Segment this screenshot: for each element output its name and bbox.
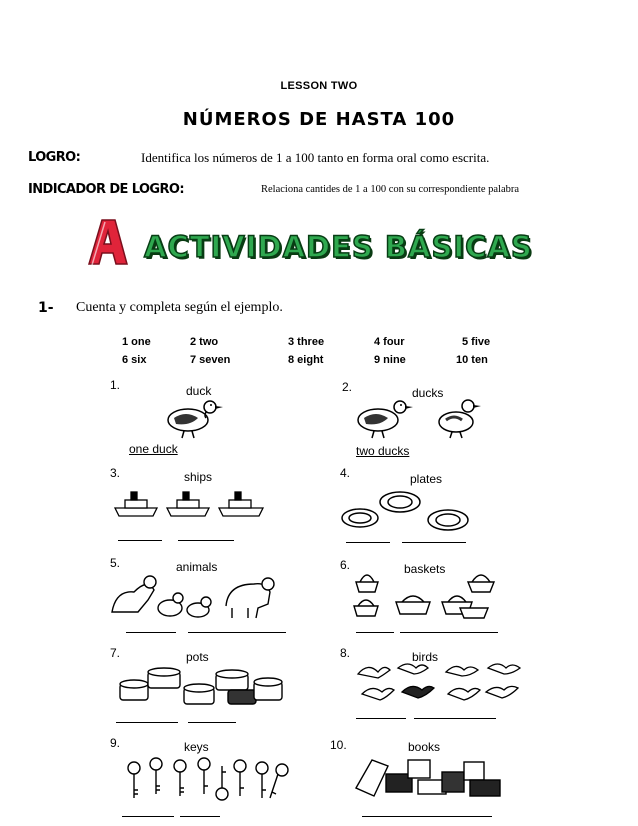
bird-icon [354,660,524,708]
item-label: plates [410,472,443,486]
item-number: 9. [110,736,121,750]
number-word: 10 ten [456,354,488,366]
ship-icon [113,486,273,520]
item-label: animals [176,560,218,574]
number-word: 9 nine [374,354,406,366]
number-word: 2 two [190,336,219,348]
indicador-label: INDICADOR DE LOGRO: [28,182,184,197]
item-number: 4. [340,466,351,480]
item-answer: two ducks [356,444,410,458]
section-title: ACTIVIDADES BÁSICAS [144,230,533,264]
exercise-instruction: Cuenta y completa según el ejemplo. [76,300,283,315]
plate-icon [338,484,478,534]
item-number: 10. [330,738,347,752]
number-word: 8 eight [288,354,324,366]
book-icon [352,752,512,800]
number-word: 1 one [122,336,151,348]
basket-icon [348,566,498,622]
logro-text: Identifica los números de 1 a 100 tanto en forma oral como escrita. [141,150,490,165]
item-answer: one duck [129,442,178,456]
item-number: 2. [342,380,353,394]
item-number: 6. [340,558,351,572]
animals-icon [108,570,278,620]
pot-icon [116,660,286,708]
item-label: keys [184,740,209,754]
number-word: 6 six [122,354,147,366]
indicador-text: Relaciona cantides de 1 a 100 con su correspondiente palabra [261,184,520,195]
number-word: 3 three [288,336,325,348]
exercise-number: 1- [38,300,54,316]
item-number: 8. [340,646,351,660]
lesson-label: LESSON TWO [280,80,358,92]
page-title: NÚMEROS DE HASTA 100 [182,109,456,130]
item-number: 1. [110,378,121,392]
duck-icon [160,398,230,440]
number-word: 4 four [374,336,405,348]
item-label: books [408,740,441,754]
duck-icon [350,398,420,440]
item-label: ships [184,470,213,484]
item-number: 7. [110,646,121,660]
item-label: baskets [404,562,446,576]
item-label: pots [186,650,209,664]
number-word: 5 five [462,336,491,348]
duck-icon [430,396,485,440]
number-word: 7 seven [190,354,231,366]
item-label: birds [412,650,439,664]
logro-label: LOGRO: [28,150,81,165]
letter-a-icon [85,216,130,268]
item-label: ducks [412,386,444,400]
item-number: 5. [110,556,121,570]
item-label: duck [186,384,212,398]
key-icon [122,754,292,804]
item-number: 3. [110,466,121,480]
